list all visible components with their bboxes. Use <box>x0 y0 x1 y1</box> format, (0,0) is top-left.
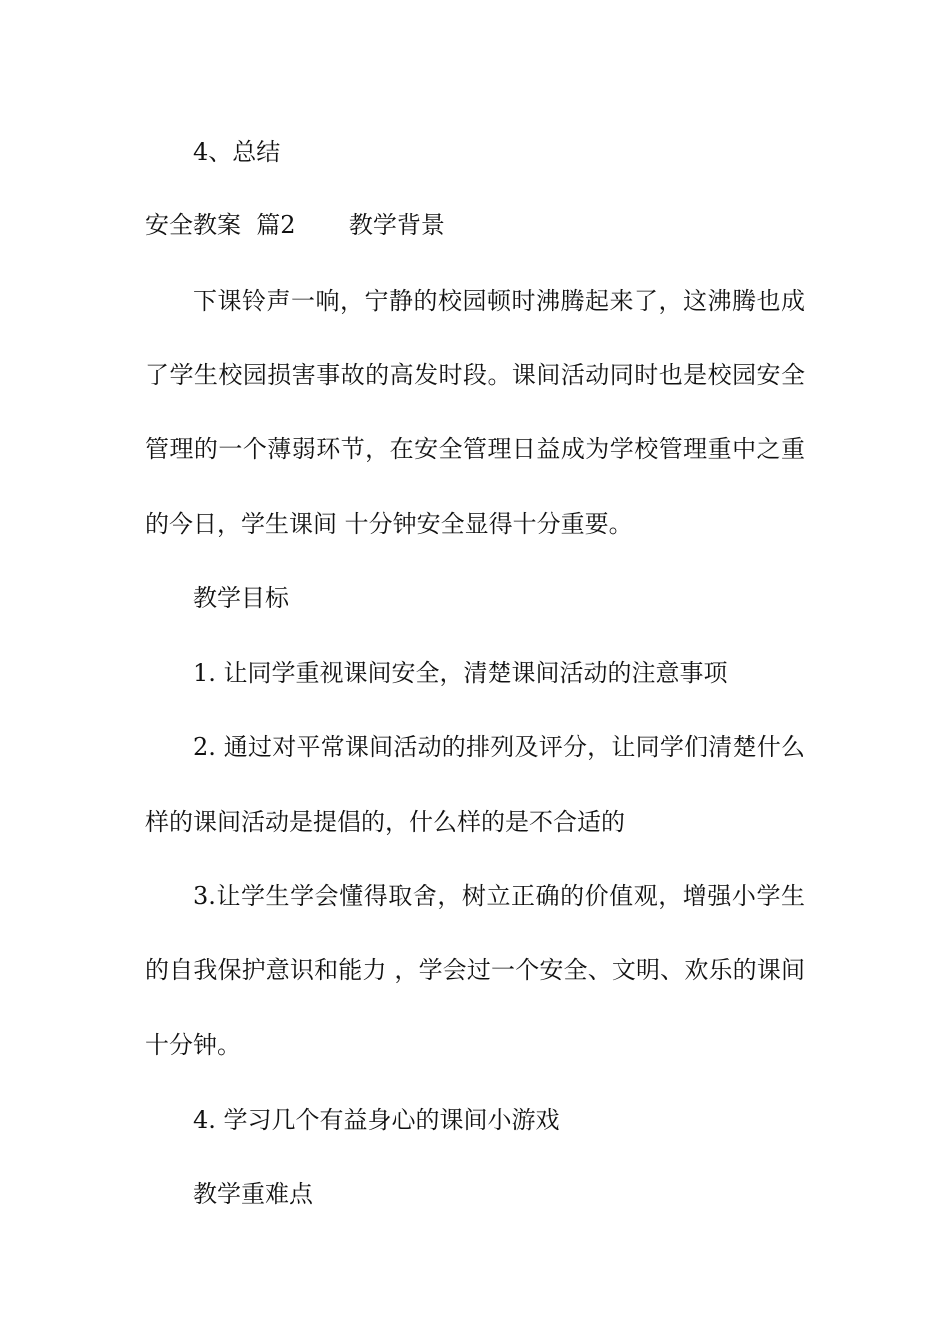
list-item-continuation: 十分钟。 <box>145 1031 241 1059</box>
list-item: 3.让学生学会懂得取舍，树立正确的价值观，增强小学生 <box>193 882 805 910</box>
paragraph-line: 的今日，学生课间 十分钟安全显得十分重要。 <box>145 510 633 538</box>
list-item: 4. 学习几个有益身心的课间小游戏 <box>193 1106 560 1134</box>
section-heading: 安全教案 篇2 教学背景 <box>145 211 445 239</box>
list-item: 2. 通过对平常课间活动的排列及评分，让同学们清楚什么 <box>193 733 805 761</box>
list-item: 1. 让同学重视课间安全，清楚课间活动的注意事项 <box>193 659 728 687</box>
subheading-key-points: 教学重难点 <box>193 1180 313 1208</box>
section-item-summary: 4、总结 <box>193 138 281 166</box>
subheading-teaching-goals: 教学目标 <box>193 584 289 612</box>
paragraph-line: 了学生校园损害事故的高发时段。课间活动同时也是校园安全 <box>145 361 805 389</box>
list-item-continuation: 的自我保护意识和能力 ，学会过一个安全、文明、欢乐的课间 <box>145 956 805 984</box>
list-item-continuation: 样的课间活动是提倡的，什么样的是不合适的 <box>145 808 625 836</box>
paragraph-line: 下课铃声一响，宁静的校园顿时沸腾起来了，这沸腾也成 <box>193 287 805 315</box>
paragraph-line: 管理的一个薄弱环节，在安全管理日益成为学校管理重中之重 <box>145 435 805 463</box>
